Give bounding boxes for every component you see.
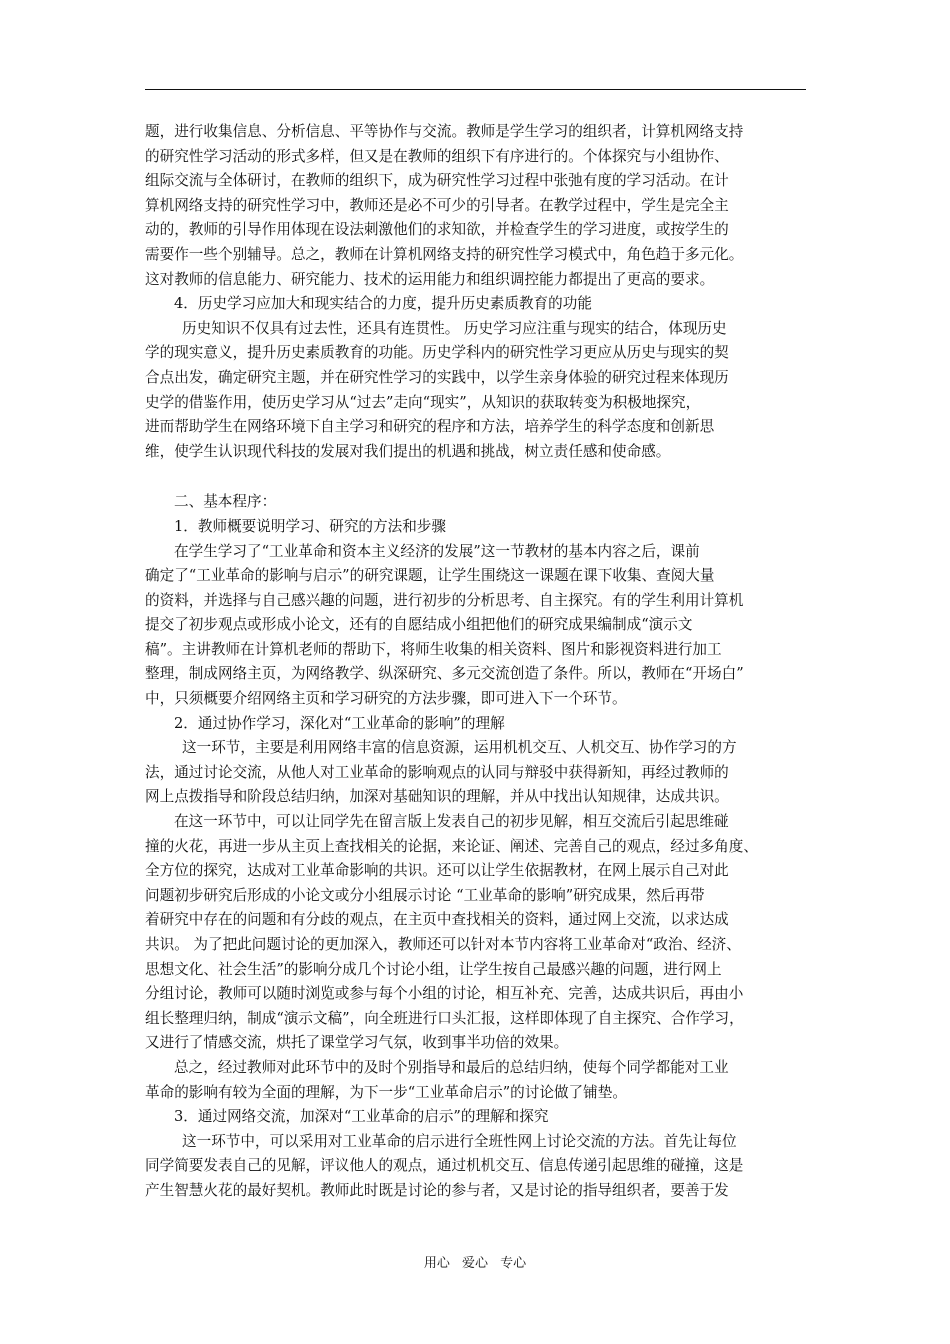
section-heading: 二、基本程序： bbox=[174, 493, 277, 511]
body-line: 同学简要发表自己的见解，评议他人的观点，通过机机交互、信息传递引起思维的碰撞，这是 bbox=[145, 1157, 744, 1175]
body-line: 撞的火花，再进一步从主页上查找相关的论据，来论证、阐述、完善自己的观点，经过多角度、 bbox=[145, 837, 758, 855]
body-line: 着研究中存在的问题和有分歧的观点，在主页中查找相关的资料，通过网上交流，以求达成 bbox=[145, 911, 729, 929]
body-line: 提交了初步观点或形成小论文，还有的自愿结成小组把他们的研究成果编制成“演示文 bbox=[145, 616, 693, 634]
subsection-heading: 3．通过网络交流，加深对“工业革命的启示”的理解和探究 bbox=[174, 1108, 549, 1126]
body-line: 又进行了情感交流，烘托了课堂学习气氛，收到事半功倍的效果。 bbox=[145, 1034, 569, 1052]
body-line: 组际交流与全体研讨，在教师的组织下，成为研究性学习过程中张弛有度的学习活动。在计 bbox=[145, 172, 729, 190]
paragraph-start: 在学生学习了“工业革命和资本主义经济的发展”这一节教材的基本内容之后，课前 bbox=[174, 542, 700, 560]
paragraph-start: 总之，经过教师对此环节中的及时个别指导和最后的总结归纳，使每个同学都能对工业 bbox=[174, 1058, 729, 1076]
body-line: 题，进行收集信息、分析信息、平等协作与交流。教师是学生学习的组织者，计算机网络支持 bbox=[145, 123, 744, 140]
paragraph-start: 这一环节中，可以采用对工业革命的启示进行全班性网上讨论交流的方法。首先让每位 bbox=[182, 1132, 737, 1150]
body-line: 史学的借鉴作用，使历史学习从“过去”走向“现实”，从知识的获取转变为积极地探究， bbox=[145, 393, 701, 411]
paragraph-start: 历史知识不仅具有过去性，还具有连贯性。 历史学习应注重与现实的结合，体现历史 bbox=[182, 319, 727, 337]
body-line: 整理，制成网络主页，为网络教学、纵深研究、多元交流创造了条件。所以，教师在“开场白” bbox=[145, 665, 744, 683]
body-line: 法，通过讨论交流，从他人对工业革命的影响观点的认同与辩驳中获得新知，再经过教师的 bbox=[145, 763, 729, 781]
body-line: 产生智慧火花的最好契机。教师此时既是讨论的参与者，又是讨论的指导组织者，要善于发 bbox=[145, 1181, 729, 1199]
blank-line bbox=[145, 464, 806, 490]
body-line: 思想文化、社会生活”的影响分成几个讨论小组，让学生按自己最感兴趣的问题，进行网上 bbox=[145, 960, 722, 978]
body-line: 确定了“工业革命的影响与启示”的研究课题，让学生围绕这一课题在课下收集、查阅大量 bbox=[145, 567, 715, 585]
paragraph-start: 在这一环节中，可以让同学先在留言版上发表自己的初步见解，相互交流后引起思维碰 bbox=[174, 813, 729, 831]
body-line: 稿”。主讲教师在计算机老师的帮助下，将师生收集的相关资料、图片和影视资料进行加工 bbox=[145, 640, 722, 658]
subsection-heading: 2．通过协作学习，深化对“工业革命的影响”的理解 bbox=[174, 714, 505, 732]
body-line: 组长整理归纳，制成“演示文稿”，向全班进行口头汇报，这样即体现了自主探究、合作学习， bbox=[145, 1009, 744, 1027]
body-line: 全方位的探究，达成对工业革命影响的共识。还可以让学生依据教材，在网上展示自己对此 bbox=[145, 862, 729, 880]
body-line: 算机网络支持的研究性学习中，教师还是必不可少的引导者。在教学过程中，学生是完全主 bbox=[145, 196, 729, 214]
body-line: 合点出发，确定研究主题，并在研究性学习的实践中，以学生亲身体验的研究过程来体现历 bbox=[145, 368, 729, 386]
section-heading: 4．历史学习应加大和现实结合的力度，提升历史素质教育的功能 bbox=[174, 295, 592, 313]
body-line: 共识。 为了把此问题讨论的更加深入，教师还可以针对本节内容将工业革命对“政治、经济、 bbox=[145, 936, 741, 953]
body-line: 问题初步研究后形成的小论文或分小组展示讨论 “工业革命的影响”研究成果，然后再带 bbox=[145, 886, 705, 904]
body-line: 需要作一些个别辅导。总之，教师在计算机网络支持的研究性学习模式中，角色趋于多元化。 bbox=[145, 245, 744, 263]
page-footer: 用心 爱心 专心 bbox=[423, 1256, 527, 1271]
subsection-heading: 1．教师概要说明学习、研究的方法和步骤 bbox=[174, 517, 446, 535]
body-line: 网上点拨指导和阶段总结归纳，加深对基础知识的理解，并从中找出认知规律，达成共识。 bbox=[145, 788, 729, 806]
header-rule bbox=[145, 89, 806, 90]
paragraph-start: 这一环节，主要是利用网络丰富的信息资源，运用机机交互、人机交互、协作学习的方 bbox=[182, 739, 737, 757]
body-line: 中，只须概要介绍网络主页和学习研究的方法步骤，即可进入下一个环节。 bbox=[145, 690, 627, 708]
body-line: 的研究性学习活动的形式多样，但又是在教师的组织下有序进行的。个体探究与小组协作、 bbox=[145, 147, 729, 165]
body-line: 动的，教师的引导作用体现在设法刺激他们的求知欲，并检查学生的学习进度，或按学生的 bbox=[145, 221, 729, 239]
body-line: 这对教师的信息能力、研究能力、技术的运用能力和组织调控能力都提出了更高的要求。 bbox=[145, 270, 715, 288]
body-line: 维，使学生认识现代科技的发展对我们提出的机遇和挑战，树立责任感和使命感。 bbox=[145, 442, 671, 460]
document-body bbox=[145, 120, 806, 1204]
body-line: 革命的影响有较为全面的理解，为下一步“工业革命启示”的讨论做了铺垫。 bbox=[145, 1083, 627, 1101]
body-line: 分组讨论，教师可以随时浏览或参与每个小组的讨论，相互补充、完善，达成共识后，再由小 bbox=[145, 985, 744, 1003]
body-line: 学的现实意义，提升历史素质教育的功能。历史学科内的研究性学习更应从历史与现实的契 bbox=[145, 344, 729, 362]
body-line: 进而帮助学生在网络环境下自主学习和研究的程序和方法，培养学生的科学态度和创新思 bbox=[145, 418, 715, 436]
body-line: 的资料，并选择与自己感兴趣的问题，进行初步的分析思考、自主探究。有的学生利用计算机 bbox=[145, 591, 744, 609]
